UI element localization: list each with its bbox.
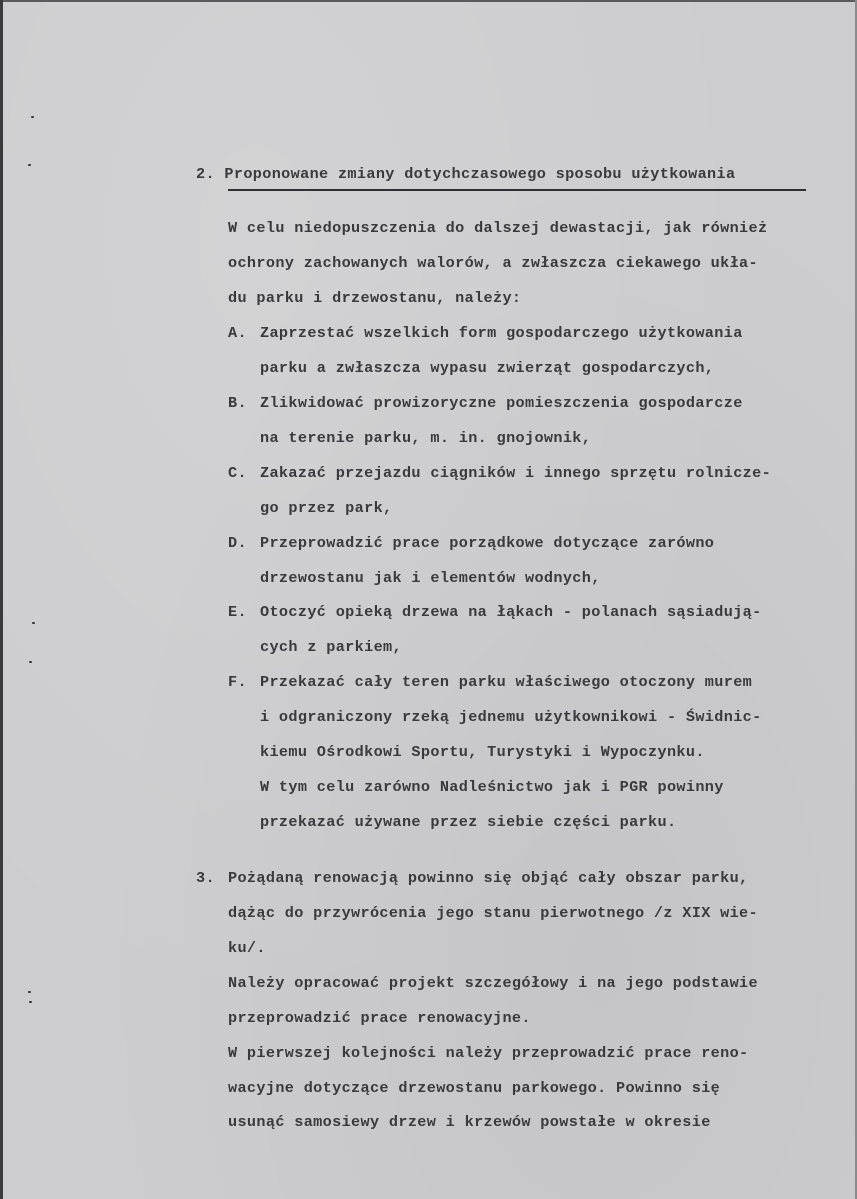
page-left-edge <box>0 0 3 1199</box>
intro-line: du parku i drzewostanu, należy: <box>228 289 522 307</box>
item-a-letter: A. <box>228 324 247 342</box>
item-e-line: Otoczyć opieką drzewa na łąkach - polanach sąsiadują- <box>260 603 762 621</box>
section-3-line: Pożądaną renowacją powinno się objąć cały obszar parku, <box>228 869 749 887</box>
heading-underline <box>228 189 806 191</box>
section-2-heading: 2. Proponowane zmiany dotychczasowego sposobu użytkowania <box>196 165 736 183</box>
item-f-line: Przekazać cały teren parku właściwego otoczony murem <box>260 673 753 691</box>
item-e-line: cych z parkiem, <box>260 638 402 656</box>
item-c-letter: C. <box>228 464 247 482</box>
item-f-line: przekazać używane przez siebie części parku. <box>260 813 677 831</box>
item-f-line: W tym celu zarówno Nadleśnictwo jak i PGR powinny <box>260 778 724 796</box>
page-top-edge <box>0 0 857 2</box>
margin-speck <box>32 622 35 624</box>
margin-speck <box>31 116 34 118</box>
item-b-line: Zlikwidować prowizoryczne pomieszczenia gospodarcze <box>260 394 743 412</box>
intro-line: W celu niedopuszczenia do dalszej dewastacji, jak również <box>228 219 768 237</box>
section-3-line: wacyjne dotyczące drzewostanu parkowego. Powinno się <box>228 1079 721 1097</box>
section-3-line: W pierwszej kolejności należy przeprowadzić prace reno- <box>228 1044 749 1062</box>
item-d-line: drzewostanu jak i elementów wodnych, <box>260 569 601 587</box>
section-3-line: Należy opracować projekt szczegółowy i na jego podstawie <box>228 974 758 992</box>
margin-speck <box>28 164 31 166</box>
section-3-line: przeprowadzić prace renowacyjne. <box>228 1009 531 1027</box>
intro-line: ochrony zachowanych walorów, a zwłaszcza ciekawego ukła- <box>228 254 758 272</box>
item-f-line: i odgraniczony rzeką jednemu użytkownikowi - Świdnic- <box>260 708 762 726</box>
margin-speck <box>28 991 31 993</box>
item-c-line: go przez park, <box>260 499 393 517</box>
section-3-line: ku/. <box>228 939 266 957</box>
item-a-line: Zaprzestać wszelkich form gospodarczego użytkowania <box>260 324 743 342</box>
item-b-line: na terenie parku, m. in. gnojownik, <box>260 429 592 447</box>
item-c-line: Zakazać przejazdu ciągników i innego sprzętu rolnicze- <box>260 464 772 482</box>
item-e-letter: E. <box>228 603 247 621</box>
margin-speck <box>29 661 32 663</box>
section-3-number: 3. <box>196 869 215 887</box>
section-3-line: usunąć samosiewy drzew i krzewów powstałe w okresie <box>228 1113 711 1131</box>
item-b-letter: B. <box>228 394 247 412</box>
item-f-line: kiemu Ośrodkowi Sportu, Turystyki i Wypoczynku. <box>260 743 705 761</box>
item-d-line: Przeprowadzić prace porządkowe dotyczące zarówno <box>260 534 715 552</box>
item-f-letter: F. <box>228 673 247 691</box>
item-d-letter: D. <box>228 534 247 552</box>
margin-speck <box>29 1001 32 1003</box>
section-3-line: dążąc do przywrócenia jego stanu pierwotnego /z XIX wie- <box>228 904 758 922</box>
item-a-line: parku a zwłaszcza wypasu zwierząt gospodarczych, <box>260 359 715 377</box>
